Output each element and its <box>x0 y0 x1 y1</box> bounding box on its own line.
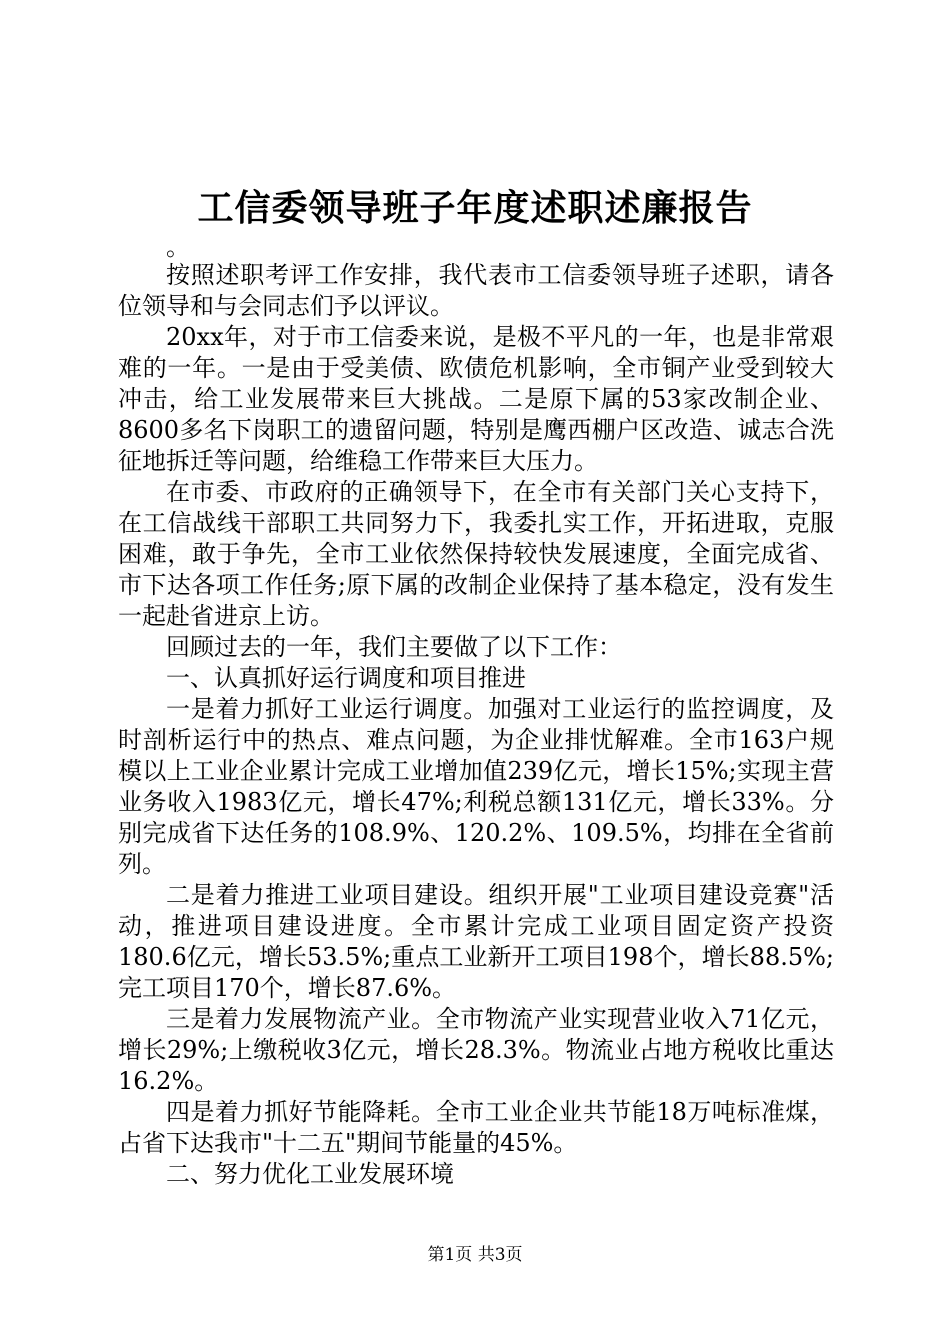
paragraph-achievements: 在市委、市政府的正确领导下，在全市有关部门关心支持下，在工信战线干部职工共同努力下，我委扎实工作，开拓进取，克服困难，敢于争先，全市工业依然保持较快发展速度，全面完成省、市下达各项工作任务;原下属的改制企业保持了基本稳定，没有发生一起赴省进京上访。 <box>118 478 834 630</box>
section-heading-2: 二、努力优化工业发展环境 <box>166 1160 454 1188</box>
paragraph-item-4: 四是着力抓好节能降耗。全市工业企业共节能18万吨标准煤，占省下达我市"十二五"期间节能量的45%。 <box>118 1098 834 1157</box>
paragraph-item-1: 一是着力抓好工业运行调度。加强对工业运行的监控调度，及时剖析运行中的热点、难点问题，为企业排忧解难。全市163户规模以上工业企业累计完成工业增加值239亿元，增长15%;实现主营业务收入1983亿元，增长47%;利税总额131亿元，增长33%。分别完成省下达任务的108.9%、120.2%、109.5%，均排在全省前列。 <box>118 695 834 878</box>
paragraph-leading-mark: 。 <box>166 233 190 261</box>
paragraph-review: 回顾过去的一年，我们主要做了以下工作： <box>166 633 622 661</box>
document-title: 工信委领导班子年度述职述廉报告 <box>197 187 753 229</box>
paragraph-intro: 按照述职考评工作安排，我代表市工信委领导班子述职，请各位领导和与会同志们予以评议。 <box>118 261 834 320</box>
paragraph-item-2: 二是着力推进工业项目建设。组织开展"工业项目建设竞赛"活动，推进项目建设进度。全市累计完成工业项目固定资产投资180.6亿元，增长53.5%;重点工业新开工项目198个，增长88.5%;完工项目170个，增长87.6%。 <box>118 881 834 1002</box>
page-footer: 第1页 共3页 <box>427 1245 523 1265</box>
paragraph-background: 20xx年，对于市工信委来说，是极不平凡的一年，也是非常艰难的一年。一是由于受美债、欧债危机影响，全市铜产业受到较大冲击，给工业发展带来巨大挑战。二是原下属的53家改制企业、8600多名下岗职工的遗留问题，特别是鹰西棚户区改造、诚志合洗征地拆迁等问题，给维稳工作带来巨大压力。 <box>118 323 834 475</box>
document-body <box>118 234 834 1190</box>
section-heading-1: 一、认真抓好运行调度和项目推进 <box>166 664 526 692</box>
paragraph-item-3: 三是着力发展物流产业。全市物流产业实现营业收入71亿元，增长29%;上缴税收3亿元，增长28.3%。物流业占地方税收比重达16.2%。 <box>118 1005 834 1095</box>
